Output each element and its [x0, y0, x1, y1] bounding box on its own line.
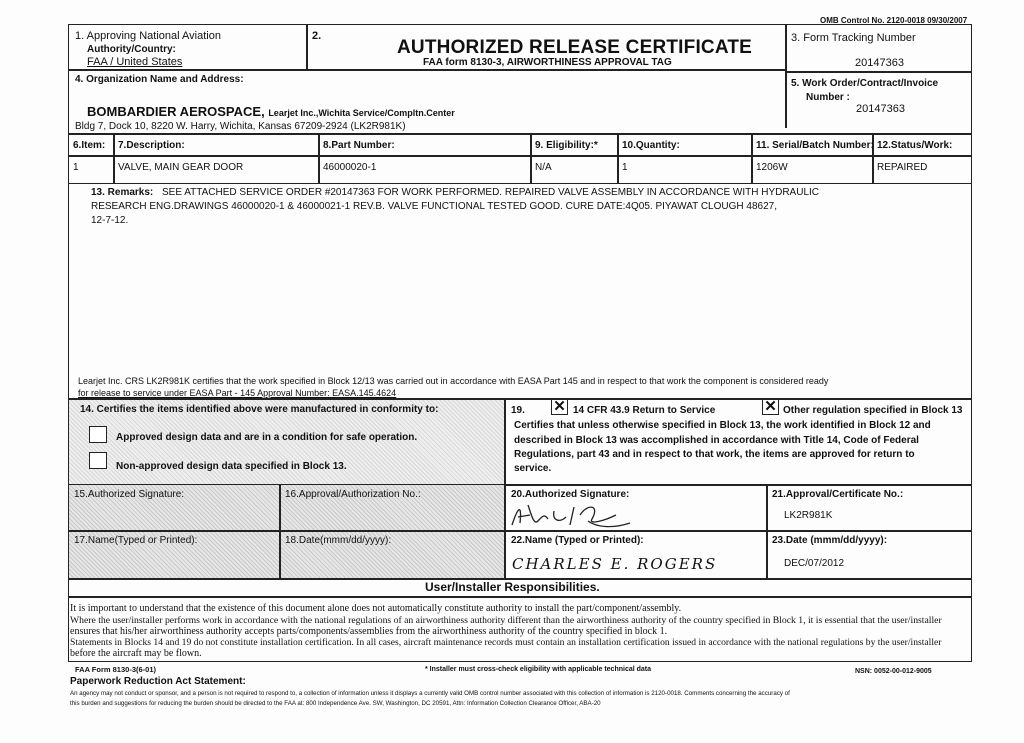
block22-label: 22.Name (Typed or Printed): — [511, 535, 644, 546]
block15-label: 15.Authorized Signature: — [74, 489, 185, 500]
easa-statement-line1: Learjet Inc. CRS LK2R981K certifies that the work specified in Block 12/13 was carried out in accordance with EASA Part 145 and in respect to that work the component is considered ready — [78, 376, 829, 386]
block19-text-line4: service. — [514, 463, 552, 474]
block3-label: 3. Form Tracking Number — [791, 32, 916, 44]
block5-label: 5. Work Order/Contract/Invoice — [791, 78, 939, 89]
item-part-number: 46000020-1 — [323, 162, 377, 173]
user-paragraph3b: before the aircraft may be flown. — [70, 648, 202, 659]
user-paragraph3a: Statements in Blocks 14 and 19 do not constitute installation certification. In all cases, aircraft maintenance records must contain an installation certification issued in accordance with the national regulations by the user/installer — [70, 637, 942, 648]
block14-label: 14. Certifies the items identified above were manufactured in conformity to: — [80, 404, 439, 415]
block19-text-line3: Regulations, part 43 and in respect to that work, the items are approved for return to — [514, 449, 915, 460]
col-item-header: 6.Item: — [73, 140, 106, 151]
block21-label: 21.Approval/Certificate No.: — [772, 489, 904, 500]
block19-text-line1: Certifies that unless otherwise specified in Block 13, the work identified in Block 12 and — [514, 420, 931, 431]
user-paragraph2b: ensures that his/her airworthiness authority accepts parts/components/assemblies from the airworthiness authority of the country specified in block 1. — [70, 626, 668, 637]
block1-label: 1. Approving National Aviation — [75, 30, 221, 42]
certificate-title: AUTHORIZED RELEASE CERTIFICATE — [397, 37, 753, 58]
remarks-label: 13. Remarks: — [91, 187, 154, 198]
certification-date: DEC/07/2012 — [784, 558, 845, 569]
footer-installer-note: * Installer must cross-check eligibility with applicable technical data — [425, 666, 652, 673]
approval-certificate-number: LK2R981K — [784, 510, 833, 521]
non-approved-design-data-checkbox[interactable] — [89, 452, 107, 469]
work-order-number: 20147363 — [856, 103, 905, 115]
block20-label: 20.Authorized Signature: — [511, 489, 630, 500]
non-approved-design-data-label: Non-approved design data specified in Block 13. — [116, 461, 347, 472]
col-eligibility-header: 9. Eligibility:* — [535, 140, 598, 151]
organization-address: Bldg 7, Dock 10, 8220 W. Harry, Wichita, Kansas 67209-2924 (LK2R981K) — [75, 121, 406, 132]
easa-statement-line2: for release to service under EASA Part - 145 Approval Number: EASA.145.4624 — [78, 388, 397, 398]
remarks-line2: RESEARCH ENG.DRAWINGS 46000020-1 & 46000021-1 REV.B. VALVE FUNCTIONAL TESTED GOOD. CURE DATE:4Q05. PIYAWAT CLOUGH 48627, — [91, 201, 777, 212]
block1-label2: Authority/Country: — [87, 44, 176, 55]
approved-design-data-checkbox[interactable] — [89, 426, 107, 443]
item-status: REPAIRED — [877, 162, 928, 173]
other-regulation-checkbox[interactable]: ✕ — [762, 399, 779, 415]
block16-label: 16.Approval/Authorization No.: — [285, 489, 421, 500]
cfr-43-9-label: 14 CFR 43.9 Return to Service — [573, 405, 716, 416]
item-eligibility: N/A — [535, 162, 552, 173]
block23-label: 23.Date (mmm/dd/yyyy): — [772, 535, 888, 546]
approved-design-data-label: Approved design data and are in a condition for safe operation. — [116, 432, 418, 443]
col-quantity-header: 10.Quantity: — [622, 140, 680, 151]
item-number: 1 — [73, 162, 79, 173]
block4-label: 4. Organization Name and Address: — [75, 74, 244, 85]
cfr-43-9-checkbox[interactable]: ✕ — [551, 399, 568, 415]
paperwork-reduction-line1: An agency may not conduct or sponsor, and a person is not required to respond to, a collection of information unless it displays a currently valid OMB control number associated with this collection of information is 2120-0018. Comments concerning the accuracy of — [70, 690, 790, 697]
form-tracking-number: 20147363 — [855, 57, 904, 69]
certificate-subtitle: FAA form 8130-3, AIRWORTHINESS APPROVAL TAG — [423, 57, 672, 68]
remarks-box — [68, 183, 972, 399]
remarks-line3: 12-7-12. — [91, 215, 129, 226]
omb-control-number: OMB Control No. 2120-0018 09/30/2007 — [820, 16, 968, 25]
item-quantity: 1 — [622, 162, 628, 173]
user-paragraph1: It is important to understand that the existence of this document alone does not automatically constitute authority to install the part/component/assembly. — [70, 603, 682, 614]
col-description-header: 7.Description: — [118, 140, 185, 151]
block18-label: 18.Date(mmm/dd/yyyy): — [285, 535, 392, 546]
col-status-header: 12.Status/Work: — [877, 140, 953, 151]
block19-label: 19. — [511, 405, 525, 416]
authorized-signature — [508, 497, 638, 531]
organization-name: BOMBARDIER AEROSPACE, Learjet Inc.,Wichita Service/Compltn.Center — [87, 104, 455, 119]
paperwork-reduction-line2: this burden and suggestions for reducing the burden should be directed to the FAA at: 800 Independence Ave. SW, Washington, DC 20591, Attn: Information Collection Clearance Officer, ABA-20 — [70, 700, 601, 707]
printed-name: CHARLES E. ROGERS — [512, 555, 718, 573]
col-part-number-header: 8.Part Number: — [323, 140, 395, 151]
footer-form-number: FAA Form 8130-3(6-01) — [75, 665, 156, 674]
block2-label: 2. — [312, 30, 322, 42]
footer-nsn: NSN: 0052-00-012-9005 — [855, 668, 932, 675]
block5-label2: Number : — [806, 92, 850, 103]
other-regulation-label: Other regulation specified in Block 13 — [783, 405, 963, 416]
paperwork-reduction-title: Paperwork Reduction Act Statement: — [70, 676, 246, 687]
block17-label: 17.Name(Typed or Printed): — [74, 535, 198, 546]
remarks-line1: SEE ATTACHED SERVICE ORDER #20147363 FOR WORK PERFORMED. REPAIRED VALVE ASSEMBLY IN ACCORDANCE WITH HYDRAULIC — [162, 187, 820, 198]
block19-text-line2: described in Block 13 was accomplished in accordance with Title 14, Code of Federal — [514, 435, 919, 446]
user-responsibilities-title: User/Installer Responsibilities. — [425, 580, 600, 594]
user-paragraph2a: Where the user/installer performs work in accordance with the national regulations of an airworthiness authority different than the airworthiness authority of the country specified in Block 1, it is essential that the user/installer — [70, 615, 942, 626]
col-serial-header: 11. Serial/Batch Number: — [756, 140, 874, 151]
item-serial: 1206W — [756, 162, 788, 173]
item-description: VALVE, MAIN GEAR DOOR — [118, 162, 244, 173]
approving-authority: FAA / United States — [87, 56, 183, 68]
